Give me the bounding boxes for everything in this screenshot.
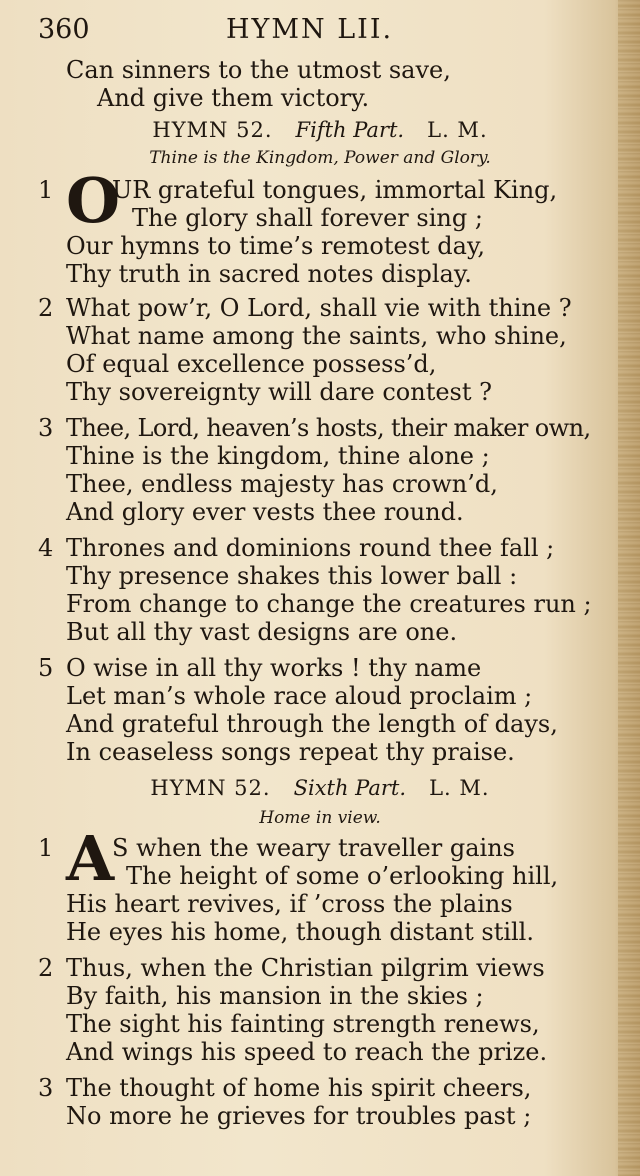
verse-line: Thine is the kingdom, thine alone ;: [66, 442, 490, 470]
verse-line: What name among the saints, who shine,: [66, 322, 567, 350]
verse-line: O wise in all thy works ! thy name: [66, 654, 482, 682]
section-heading: [0, 776, 640, 800]
verse-line: By faith, his mansion in the skies ;: [66, 982, 484, 1010]
verse-line: The height of some o’erlooking hill,: [126, 862, 559, 890]
verse-number: 4: [38, 534, 54, 562]
verse-line: The sight his fainting strength renews,: [66, 1010, 540, 1038]
verse-line: S when the weary traveller gains: [112, 834, 515, 862]
verse-line: From change to change the creatures run ;: [66, 590, 592, 618]
verse-line: The thought of home his spirit cheers,: [66, 1074, 532, 1102]
verse-line: He eyes his home, though distant still.: [66, 918, 534, 946]
verse-line: Our hymns to time’s remotest day,: [66, 232, 485, 260]
verse-line: Thee, endless majesty has crown’d,: [66, 470, 498, 498]
running-title: HYMN LII.: [226, 14, 394, 45]
verse-line: Let man’s whole race aloud proclaim ;: [66, 682, 533, 710]
meter-label: L. M.: [427, 118, 488, 142]
verse-line: Of equal excellence possess’d,: [66, 350, 437, 378]
verse-number: 5: [38, 654, 54, 682]
part-label: Sixth Part.: [293, 776, 407, 800]
verse-line: Thy sovereignty will dare contest ?: [66, 378, 493, 406]
section-subtitle: Thine is the Kingdom, Power and Glory.: [149, 148, 491, 168]
verse-number: 3: [38, 414, 54, 442]
verse-line: And wings his speed to reach the prize.: [66, 1038, 548, 1066]
verse-line: And grateful through the length of days,: [66, 710, 558, 738]
verse-number: 1: [38, 176, 54, 204]
page-edge: [618, 0, 640, 1176]
section-subtitle: Home in view.: [259, 808, 381, 828]
part-label: Fifth Part.: [295, 118, 405, 142]
verse-line: Can sinners to the utmost save,: [66, 56, 451, 84]
verse-line: No more he grieves for troubles past ;: [66, 1102, 532, 1130]
drop-cap: A: [66, 822, 115, 895]
verse-line: His heart revives, if ’cross the plains: [66, 890, 513, 918]
verse-line: Thy truth in sacred notes display.: [66, 260, 472, 288]
hymn-number: HYMN 52.: [150, 776, 271, 800]
verse-line: And give them victory.: [97, 84, 370, 112]
verse-line: Thus, when the Christian pilgrim views: [66, 954, 545, 982]
verse-number: 1: [38, 834, 54, 862]
verse-line: In ceaseless songs repeat thy praise.: [66, 738, 515, 766]
verse-number: 2: [38, 294, 54, 322]
page-number: 360: [38, 14, 90, 45]
verse-number: 2: [38, 954, 54, 982]
verse-line: The glory shall forever sing ;: [132, 204, 483, 232]
verse-line: Thrones and dominions round thee fall ;: [66, 534, 555, 562]
verse-line: What pow’r, O Lord, shall vie with thine ?: [66, 294, 572, 322]
verse-line: Thy presence shakes this lower ball :: [66, 562, 518, 590]
verse-line: But all thy vast designs are one.: [66, 618, 458, 646]
meter-label: L. M.: [429, 776, 490, 800]
section-heading: [0, 118, 640, 142]
hymn-number: HYMN 52.: [152, 118, 273, 142]
verse-number: 3: [38, 1074, 54, 1102]
drop-cap: O: [66, 164, 121, 237]
verse-line: UR grateful tongues, immortal King,: [112, 176, 558, 204]
running-header: [0, 14, 640, 54]
verse-line: Thee, Lord, heaven’s hosts, their maker own,: [66, 414, 591, 442]
verse-line: And glory ever vests thee round.: [66, 498, 464, 526]
